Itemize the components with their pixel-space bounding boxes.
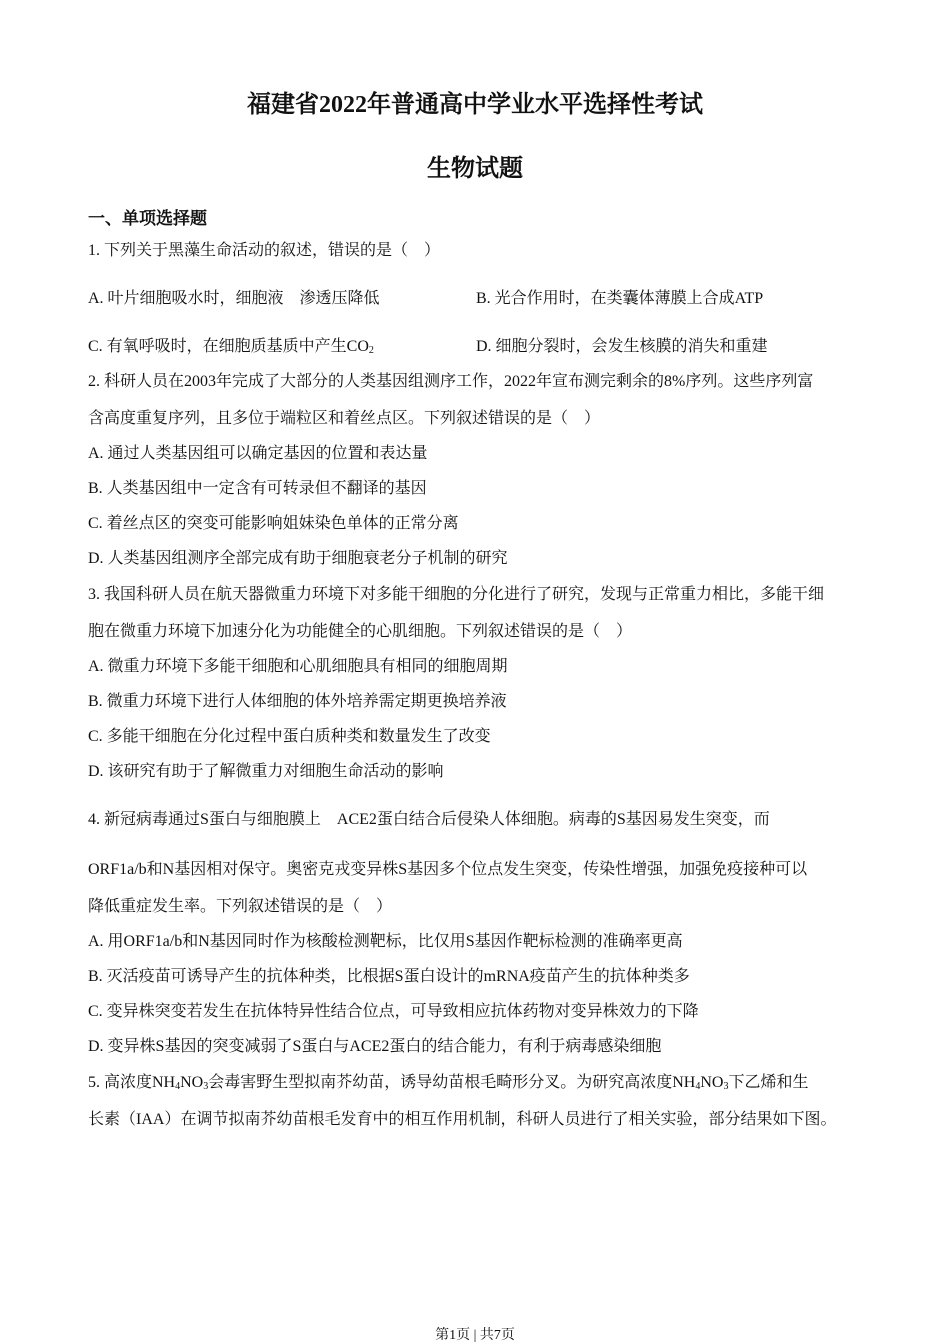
q4-option-d: D. 变异株S基因的突变减弱了S蛋白与ACE2蛋白的结合能力，有利于病毒感染细胞 (88, 1038, 662, 1055)
q5-text-3: 会毒害野生型拟南芥幼苗，诱导幼苗根毛畸形分叉。为研究高浓度NH (208, 1074, 696, 1091)
page-title: 福建省2022年普通高中学业水平选择性考试 (247, 92, 703, 118)
q5-text-5: 下乙烯和生 (728, 1074, 809, 1091)
q5-text-4: NO (700, 1074, 724, 1091)
q2-option-c: C. 着丝点区的突变可能影响姐妹染色单体的正常分离 (88, 515, 459, 532)
q2-option-a: A. 通过人类基因组可以确定基因的位置和表达量 (88, 445, 428, 462)
q5-sub-4: 3 (723, 1081, 729, 1092)
q5-sub-1: 4 (175, 1081, 181, 1092)
q5-stem-line2: 长素（IAA）在调节拟南芥幼苗根毛发育中的相互作用机制，科研人员进行了相关实验，部分结果如下图。 (88, 1111, 837, 1128)
q2-stem-line1: 2. 科研人员在2003年完成了大部分的人类基因组测序工作，2022年宣布测完剩余的8%序列。这些序列富 (88, 373, 814, 390)
q3-option-b: B. 微重力环境下进行人体细胞的体外培养需定期更换培养液 (88, 693, 507, 710)
q4-option-b: B. 灭活疫苗可诱导产生的抗体种类，比根据S蛋白设计的mRNA疫苗产生的抗体种类多 (88, 968, 690, 985)
q4-option-a: A. 用ORF1a/b和N基因同时作为核酸检测靶标，比仅用S基因作靶标检测的准确率更高 (88, 933, 683, 950)
q1-option-b: B. 光合作用时，在类囊体薄膜上合成ATP (476, 290, 764, 307)
q5-stem-line1 (88, 1072, 808, 1094)
q2-stem-line2: 含高度重复序列，且多位于端粒区和着丝点区。下列叙述错误的是（ ） (88, 410, 601, 427)
q4-stem-line3: 降低重症发生率。下列叙述错误的是（ ） (88, 898, 393, 915)
q1-option-c-subscript: 2 (368, 345, 374, 356)
q2-option-d: D. 人类基因组测序全部完成有助于细胞衰老分子机制的研究 (88, 550, 508, 567)
q1-option-d: D. 细胞分裂时，会发生核膜的消失和重建 (476, 338, 768, 355)
q4-stem-line1: 4. 新冠病毒通过S蛋白与细胞膜上 ACE2蛋白结合后侵染人体细胞。病毒的S基因易发生突变，而 (88, 811, 770, 828)
q4-option-c: C. 变异株突变若发生在抗体特异性结合位点，可导致相应抗体药物对变异株效力的下降 (88, 1003, 699, 1020)
page-subtitle: 生物试题 (427, 156, 523, 182)
q3-option-c: C. 多能干细胞在分化过程中蛋白质种类和数量发生了改变 (88, 728, 491, 745)
q5-sub-3: 4 (695, 1081, 701, 1092)
q4-stem-line2: ORF1a/b和N基因相对保守。奥密克戎变异株S基因多个位点发生突变，传染性增强，加强免疫接种可以 (88, 861, 808, 878)
q3-option-d: D. 该研究有助于了解微重力对细胞生命活动的影响 (88, 763, 444, 780)
q3-stem-line2: 胞在微重力环境下加速分化为功能健全的心肌细胞。下列叙述错误的是（ ） (88, 623, 633, 640)
page-footer: 第1页 | 共7页 (435, 1328, 515, 1343)
q1-option-c (88, 336, 374, 358)
q5-text-2: NO (180, 1074, 204, 1091)
q5-text-1: 5. 高浓度NH (88, 1074, 176, 1091)
section-heading: 一、单项选择题 (88, 209, 207, 228)
q1-stem: 1. 下列关于黑藻生命活动的叙述，错误的是（ ） (88, 242, 441, 259)
q3-option-a: A. 微重力环境下多能干细胞和心肌细胞具有相同的细胞周期 (88, 658, 508, 675)
q1-option-a: A. 叶片细胞吸水时，细胞液 渗透压降低 (88, 290, 380, 307)
q2-option-b: B. 人类基因组中一定含有可转录但不翻译的基因 (88, 480, 427, 497)
q1-option-c-text: C. 有氧呼吸时，在细胞质基质中产生CO (88, 338, 369, 355)
q5-sub-2: 3 (203, 1081, 209, 1092)
q3-stem-line1: 3. 我国科研人员在航天器微重力环境下对多能干细胞的分化进行了研究，发现与正常重力相比，多能干细 (88, 586, 825, 603)
